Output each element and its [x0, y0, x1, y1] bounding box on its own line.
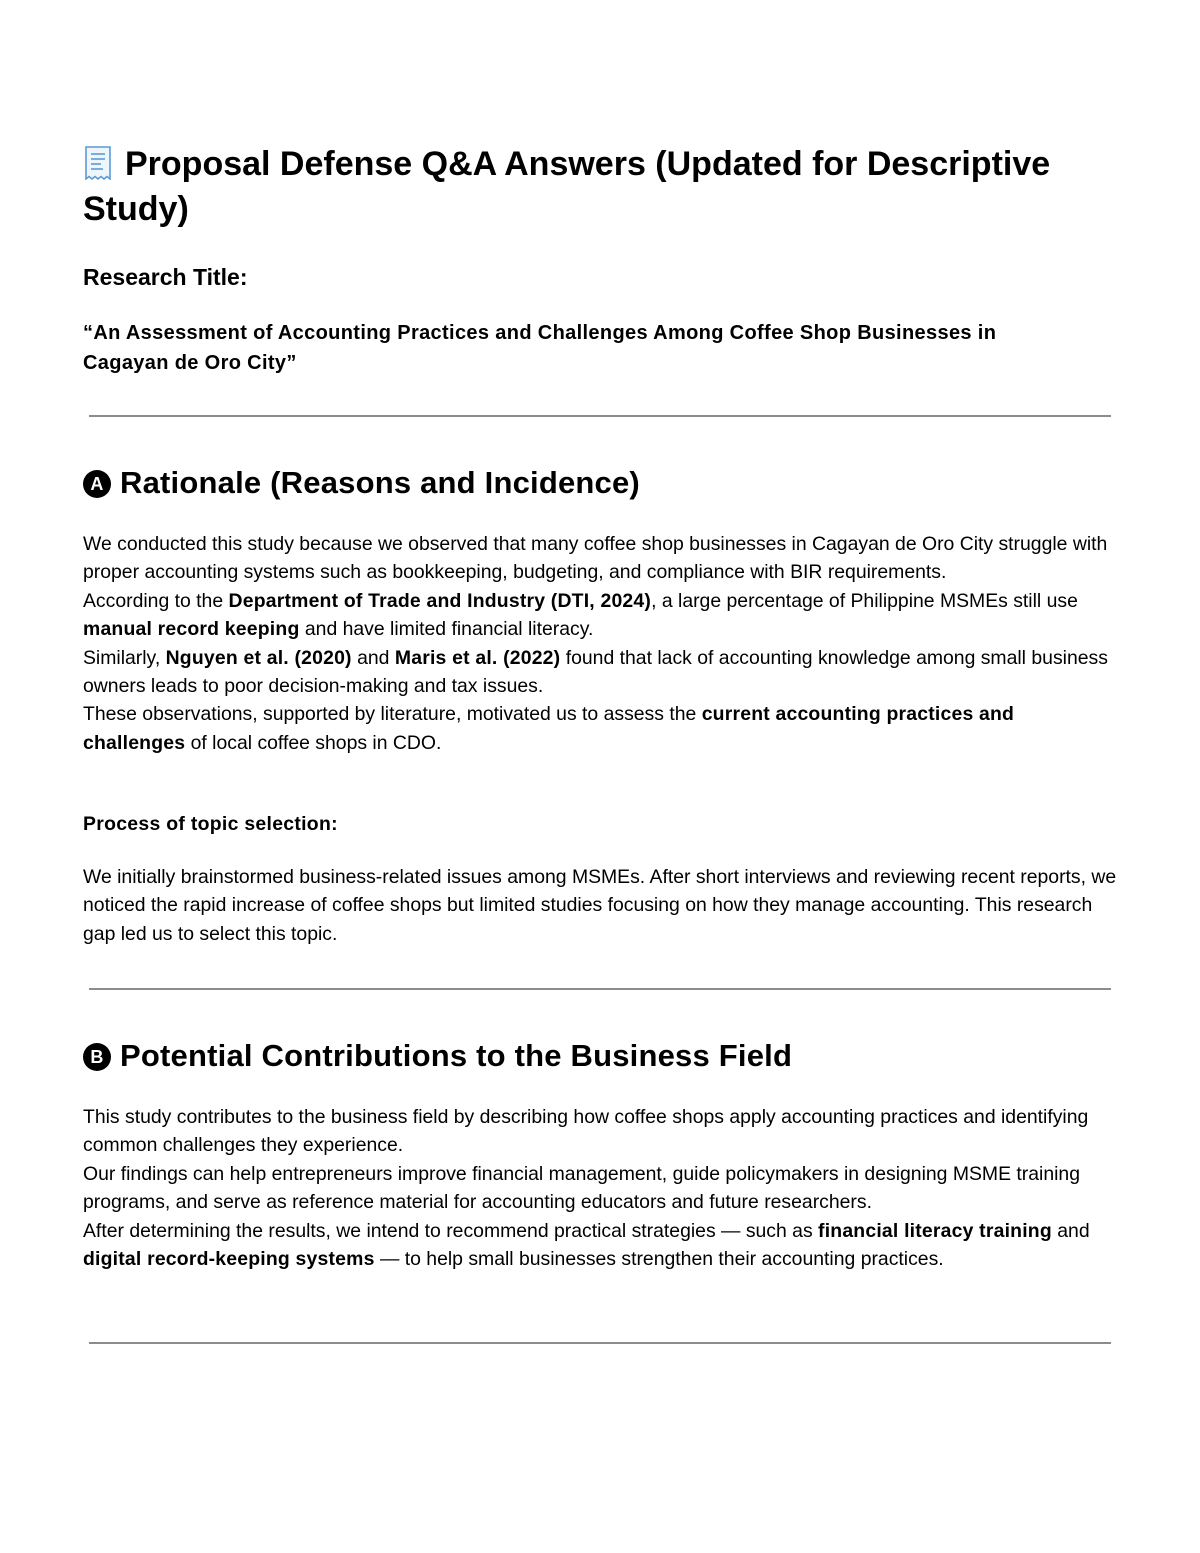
section-a-heading	[83, 463, 640, 503]
text-run: — to help small businesses strengthen their accounting practices.	[374, 1248, 944, 1271]
text-run: , a large percentage of Philippine MSMEs still use	[651, 589, 1078, 612]
citation-maris: Maris et al. (2022)	[394, 646, 561, 669]
research-title-label: Research Title:	[83, 264, 248, 290]
citation-dti: Department of Trade and Industry (DTI, 2024)	[228, 589, 652, 612]
text-run: found that lack of accounting knowledge among small business owners leads to poor decision-making and tax issues.	[83, 646, 1108, 698]
section-b-badge: B	[83, 1043, 111, 1071]
text-run: of local coffee shops in CDO.	[185, 731, 442, 754]
document-title-text: Proposal Defense Q&A Answers (Updated for Descriptive Study)	[83, 145, 1051, 228]
emphasis-text: financial literacy training	[818, 1219, 1052, 1242]
section-a-body	[83, 530, 1118, 757]
section-a-heading-text: Rationale (Reasons and Incidence)	[120, 465, 640, 500]
paragraph: Our findings can help entrepreneurs improve financial management, guide policymakers in designing MSME training programs, and serve as reference material for accounting educators and future researchers.	[83, 1162, 1080, 1214]
text-run: and have limited financial literacy.	[299, 618, 594, 641]
emphasis-text: digital record-keeping systems	[83, 1248, 375, 1271]
section-b-heading-text: Potential Contributions to the Business Field	[120, 1038, 793, 1073]
divider	[89, 988, 1111, 990]
section-a-badge: A	[83, 470, 111, 498]
text-run: According to the	[83, 589, 229, 612]
paragraph	[83, 1217, 1118, 1274]
paragraph: This study contributes to the business field by describing how coffee shops apply accounting practices and identifying common challenges they experience.	[83, 1106, 1089, 1157]
receipt-icon	[83, 146, 113, 180]
text-run: These observations, supported by literature, motivated us to assess the	[83, 703, 702, 726]
paragraph	[83, 700, 1118, 757]
text-run: and	[351, 646, 395, 669]
emphasis-text: current accounting practices and challenges	[83, 703, 1015, 754]
divider	[89, 1342, 1111, 1344]
research-title: “An Assessment of Accounting Practices and Challenges Among Coffee Shop Businesses in Cagayan de Oro City”	[83, 322, 997, 374]
document-title	[83, 142, 1083, 232]
citation-nguyen: Nguyen et al. (2020)	[165, 646, 352, 669]
paragraph: We conducted this study because we observed that many coffee shop businesses in Cagayan de Oro City struggle with proper accounting systems such as bookkeeping, budgeting, and compliance with BIR requirements.	[83, 533, 1108, 584]
text-run: and	[1051, 1219, 1090, 1242]
text-run: After determining the results, we intend to recommend practical strategies — such as	[83, 1219, 819, 1242]
section-b-heading	[83, 1036, 792, 1076]
emphasis-text: manual record keeping	[83, 618, 300, 641]
paragraph	[83, 587, 1118, 644]
divider	[89, 415, 1111, 417]
process-text: We initially brainstormed business-related issues among MSMEs. After short interviews and reviewing recent reports, we noticed the rapid increase of coffee shops but limited studies focusing on how they manage accounting. This research gap led us to select this topic.	[83, 866, 1117, 945]
text-run: Similarly,	[83, 646, 166, 669]
process-label: Process of topic selection:	[83, 813, 338, 835]
paragraph	[83, 644, 1118, 701]
section-b-body	[83, 1103, 1118, 1273]
